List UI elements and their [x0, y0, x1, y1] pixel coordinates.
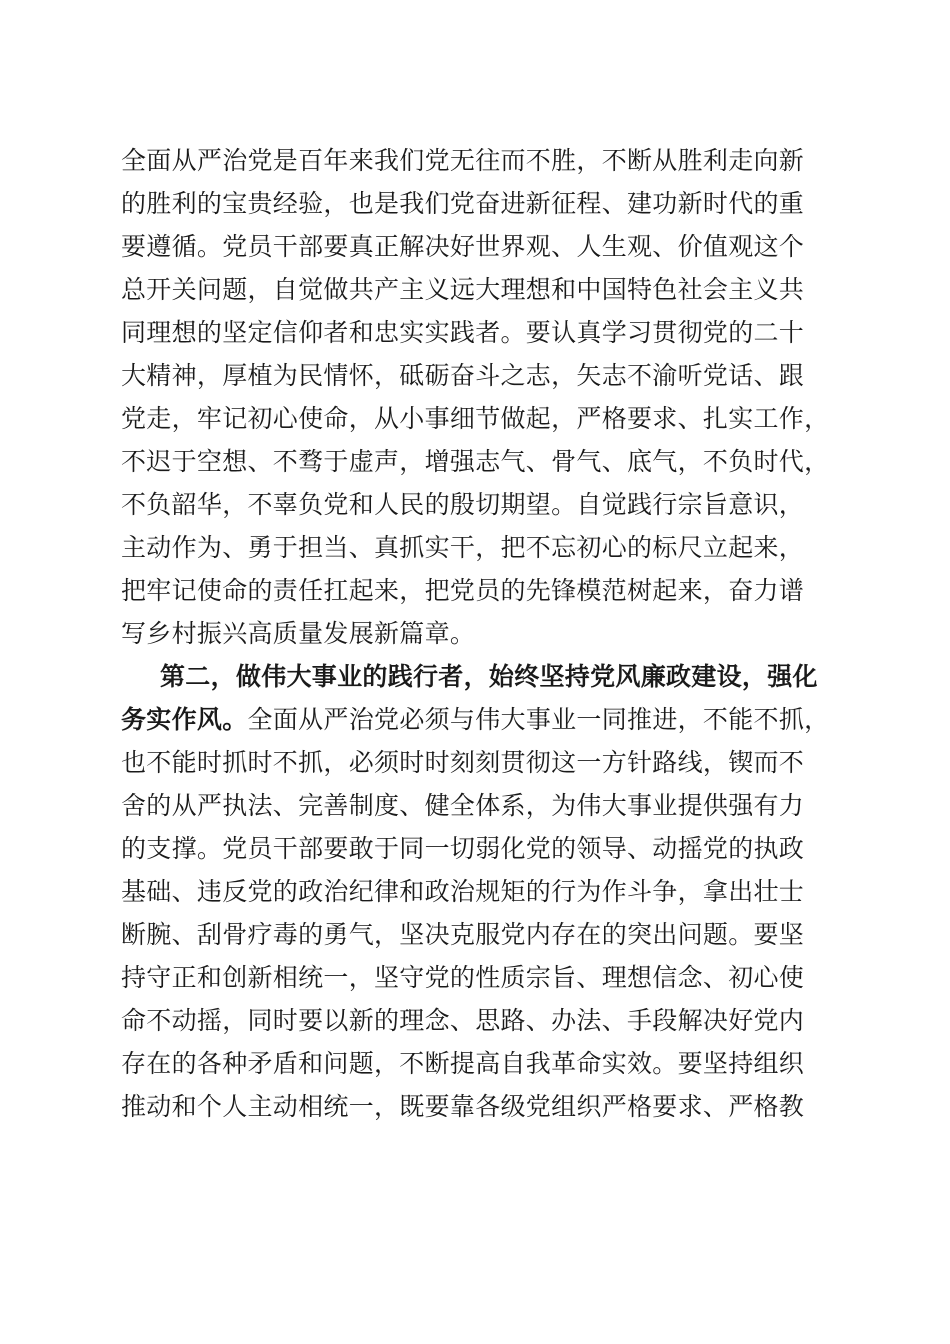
body-text-line: 推动和个人主动相统一，既要靠各级党组织严格要求、严格教	[121, 1092, 805, 1121]
body-text-line: 的支撑。党员干部要敢于同一切弱化党的领导、动摇党的执政	[121, 834, 805, 863]
body-text-line: 基础、违反党的政治纪律和政治规矩的行为作斗争，拿出壮士	[121, 877, 805, 906]
body-text-line: 总开关问题，自觉做共产主义远大理想和中国特色社会主义共	[121, 275, 805, 304]
body-text-line	[121, 705, 829, 735]
body-text-line: 要遵循。党员干部要真正解决好世界观、人生观、价值观这个	[121, 232, 805, 261]
body-text-line: 持守正和创新相统一，坚守党的性质宗旨、理想信念、初心使	[121, 963, 805, 992]
body-text-line: 存在的各种矛盾和问题，不断提高自我革命实效。要坚持组织	[121, 1049, 805, 1078]
body-text-line: 命不动摇，同时要以新的理念、思路、办法、手段解决好党内	[121, 1006, 805, 1035]
body-text-line: 全面从严治党是百年来我们党无往而不胜，不断从胜利走向新	[121, 146, 805, 175]
body-text-line: 舍的从严执法、完善制度、健全体系，为伟大事业提供强有力	[121, 791, 805, 820]
body-text-line: 断腕、刮骨疗毒的勇气，坚决克服党内存在的突出问题。要坚	[121, 920, 805, 949]
body-text-line: 主动作为、勇于担当、真抓实干，把不忘初心的标尺立起来，	[121, 533, 805, 562]
body-text-line: 的胜利的宝贵经验，也是我们党奋进新征程、建功新时代的重	[121, 189, 805, 218]
body-text-line: 不迟于空想、不骛于虚声，增强志气、骨气、底气，不负时代，	[121, 447, 830, 476]
body-text-segment: 全面从严治党必须与伟大事业一同推进，不能不抓，	[247, 705, 830, 734]
body-text-line: 把牢记使命的责任扛起来，把党员的先锋模范树起来，奋力谱	[121, 576, 805, 605]
body-text-line: 大精神，厚植为民情怀，砥砺奋斗之志，矢志不渝听党话、跟	[121, 361, 805, 390]
body-text-line: 不负韶华，不辜负党和人民的殷切期望。自觉践行宗旨意识，	[121, 490, 805, 519]
section-heading-tail: 务实作风。	[121, 705, 248, 734]
body-text-line: 写乡村振兴高质量发展新篇章。	[121, 619, 476, 648]
section-heading-line: 第二，做伟大事业的践行者，始终坚持党风廉政建设，强化	[160, 662, 818, 691]
body-text-line: 同理想的坚定信仰者和忠实实践者。要认真学习贯彻党的二十	[121, 318, 805, 347]
body-text-line: 党走，牢记初心使命，从小事细节做起，严格要求、扎实工作，	[121, 404, 830, 433]
body-text-line: 也不能时抓时不抓，必须时时刻刻贯彻这一方针路线，锲而不	[121, 748, 805, 777]
